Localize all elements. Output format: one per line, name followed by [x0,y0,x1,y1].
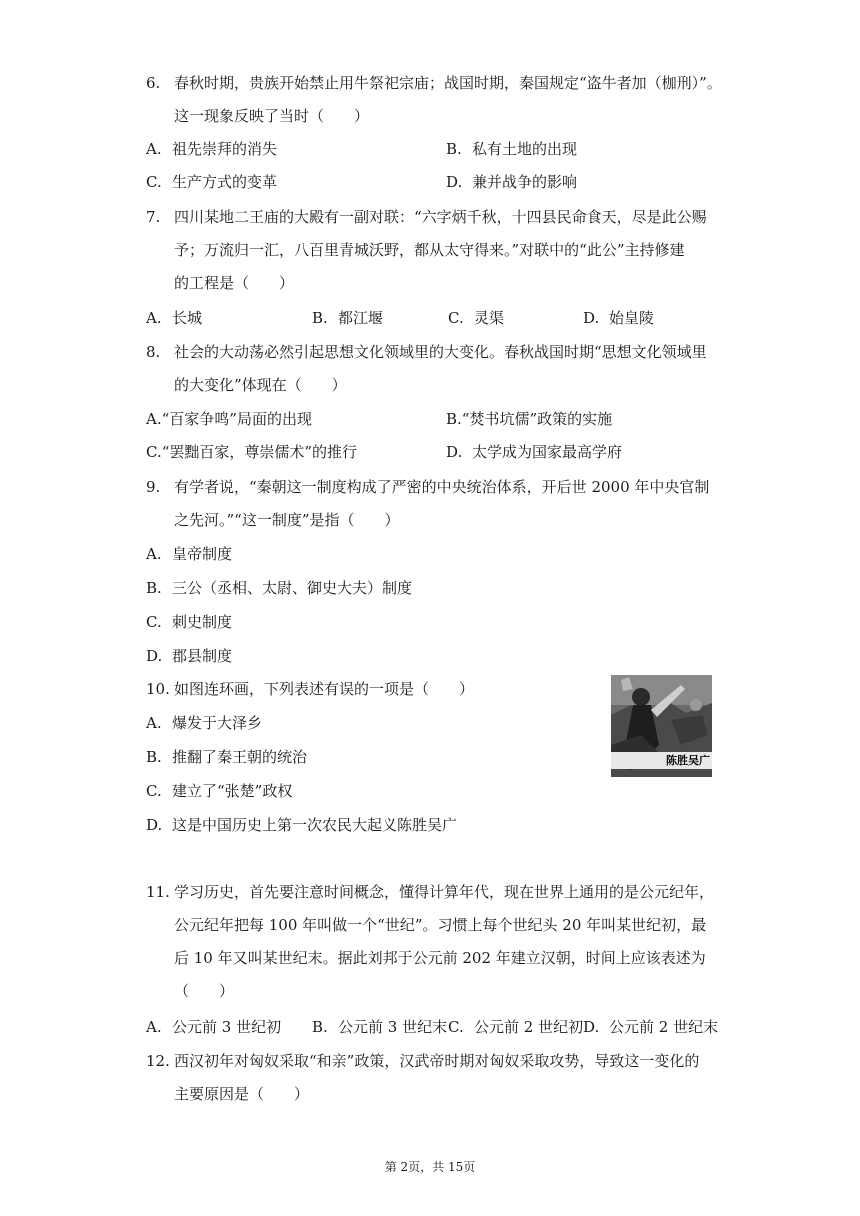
question-text: 学习历史，首先要注意时间概念，懂得计算年代，现在世界上通用的是公元纪年， [174,883,715,901]
option-label: B. [446,140,462,158]
option-text: 这是中国历史上第一次农民大起义陈胜吴广 [172,816,458,834]
question-number: 9. [146,478,161,496]
question-number: 11. [146,883,170,901]
option-text: 皇帝制度 [172,545,233,563]
option-c[interactable] [146,166,277,199]
option-text: 公元前 2 世纪末 [609,1018,719,1036]
option-a[interactable] [146,1011,281,1044]
question-text: 之先河。”“这一制度”是指（ ） [174,511,400,529]
question-7 [146,201,726,300]
option-b[interactable] [446,133,577,166]
question-9-option-d-row [146,640,726,673]
question-number: 8. [146,343,161,361]
option-d[interactable] [583,302,654,335]
option-text: 都江堰 [338,309,384,327]
option-text: 公元前 3 世纪初 [172,1018,282,1036]
question-9-option-a-row [146,538,726,571]
option-label: D. [583,1018,600,1036]
question-10-option-d-row [146,809,726,842]
option-label: C. [448,1018,464,1036]
option-label: B. [146,748,162,766]
question-number: 6. [146,74,161,92]
option-d[interactable] [146,809,457,842]
option-text: 公元前 2 世纪初 [474,1018,584,1036]
question-9-option-b-row [146,572,726,605]
option-b[interactable] [312,302,383,335]
option-b[interactable] [312,1011,447,1044]
question-6-options-row-1 [146,133,726,166]
option-text: 始皇陵 [609,309,655,327]
option-c[interactable] [146,436,357,469]
option-text: 私有土地的出现 [472,140,578,158]
option-label: A. [146,410,162,428]
question-text: 予；万流归一汇，八百里青城沃野，都从太守得来。”对联中的“此公”主持修建 [174,241,685,259]
question-text: 社会的大动荡必然引起思想文化领域里的大变化。春秋战国时期“思想文化领域里 [174,343,707,361]
question-text: 主要原因是（ ） [174,1085,310,1103]
option-text: 爆发于大泽乡 [172,714,263,732]
option-label: A. [146,714,162,732]
option-text: 刺史制度 [172,613,233,631]
option-label: A. [146,140,162,158]
question-9 [146,471,726,537]
question-text: 的工程是（ ） [174,274,295,292]
option-label: B. [312,309,328,327]
option-label: D. [446,443,463,461]
option-label: C. [146,613,162,631]
option-d[interactable] [146,640,232,673]
option-label: A. [146,309,162,327]
option-a[interactable] [146,707,262,740]
option-label: A. [146,1018,162,1036]
question-number: 12. [146,1052,170,1070]
question-text: 有学者说，“秦朝这一制度构成了严密的中央统治体系，开后世 2000 年中央官制 [174,478,710,496]
option-label: C. [146,782,162,800]
option-a[interactable] [146,302,202,335]
question-text: 的大变化”体现在（ ） [174,376,347,394]
comic-caption: 陈胜吴广 [611,752,712,769]
question-6 [146,67,726,133]
question-10-option-c-row [146,775,726,808]
question-6-options-row-2 [146,166,726,199]
option-b[interactable] [146,572,412,605]
option-c[interactable] [146,606,232,639]
option-label: D. [446,173,463,191]
option-text: 长城 [172,309,203,327]
option-c[interactable] [146,775,292,808]
option-label: A. [146,545,162,563]
question-text: 如图连环画，下列表述有误的一项是（ ） [174,680,475,698]
option-label: C. [146,173,162,191]
question-9-option-c-row [146,606,726,639]
option-label: D. [146,816,163,834]
question-text: 西汉初年对匈奴采取“和亲”政策，汉武帝时期对匈奴采取攻势，导致这一变化的 [174,1052,700,1070]
question-text: 春秋时期，贵族开始禁止用牛祭祀宗庙；战国时期，秦国规定“盗牛者加（枷刑）”。 [174,74,722,92]
option-text: “焚书坑儒”政策的实施 [461,410,613,428]
option-label: D. [583,309,600,327]
option-label: C. [448,309,464,327]
option-a[interactable] [146,403,312,436]
option-c[interactable] [448,1011,583,1044]
question-11 [146,876,726,1008]
option-b[interactable] [446,403,612,436]
option-text: 三公（丞相、太尉、御史大夫）制度 [172,579,413,597]
option-text: 推翻了秦王朝的统治 [172,748,308,766]
option-label: C. [146,443,162,461]
option-label: B. [312,1018,328,1036]
option-text: 祖先崇拜的消失 [172,140,278,158]
question-text: 这一现象反映了当时（ ） [174,107,370,125]
option-c[interactable] [448,302,504,335]
option-d[interactable] [583,1011,718,1044]
question-10 [146,673,586,706]
option-text: 太学成为国家最高学府 [472,443,623,461]
option-d[interactable] [446,166,577,199]
question-12 [146,1045,726,1111]
question-10-option-b-row [146,741,726,774]
option-text: 生产方式的变革 [172,173,278,191]
question-8 [146,336,726,402]
question-10-option-a-row [146,707,726,740]
option-d[interactable] [446,436,622,469]
option-text: “罢黜百家，尊崇儒术”的推行 [161,443,358,461]
question-8-options-row-1 [146,403,726,436]
question-text: 公元纪年把每 100 年叫做一个“世纪”。习惯上每个世纪头 20 年叫某世纪初，最 [174,916,707,934]
page-footer: 第 2页，共 15页 [384,1160,476,1174]
option-b[interactable] [146,741,307,774]
question-8-options-row-2 [146,436,726,469]
question-text: （ ） [174,982,235,1000]
option-text: 建立了“张楚”政权 [172,782,293,800]
option-label: B. [146,579,162,597]
question-11-options [146,1011,726,1044]
option-a[interactable] [146,133,277,166]
option-label: B. [446,410,462,428]
question-number: 10. [146,680,170,698]
option-label: D. [146,647,163,665]
option-text: 灵渠 [474,309,505,327]
option-a[interactable] [146,538,232,571]
question-text: 四川某地二王庙的大殿有一副对联：“六字炳千秋，十四县民命食天，尽是此公赐 [174,208,707,226]
option-text: 郡县制度 [172,647,233,665]
question-text: 后 10 年又叫某世纪末。据此刘邦于公元前 202 年建立汉朝，时间上应该表述为 [174,949,706,967]
question-number: 7. [146,208,161,226]
option-text: “百家争鸣”局面的出现 [161,410,312,428]
option-text: 兼并战争的影响 [472,173,578,191]
question-7-options [146,302,726,335]
option-text: 公元前 3 世纪末 [338,1018,448,1036]
